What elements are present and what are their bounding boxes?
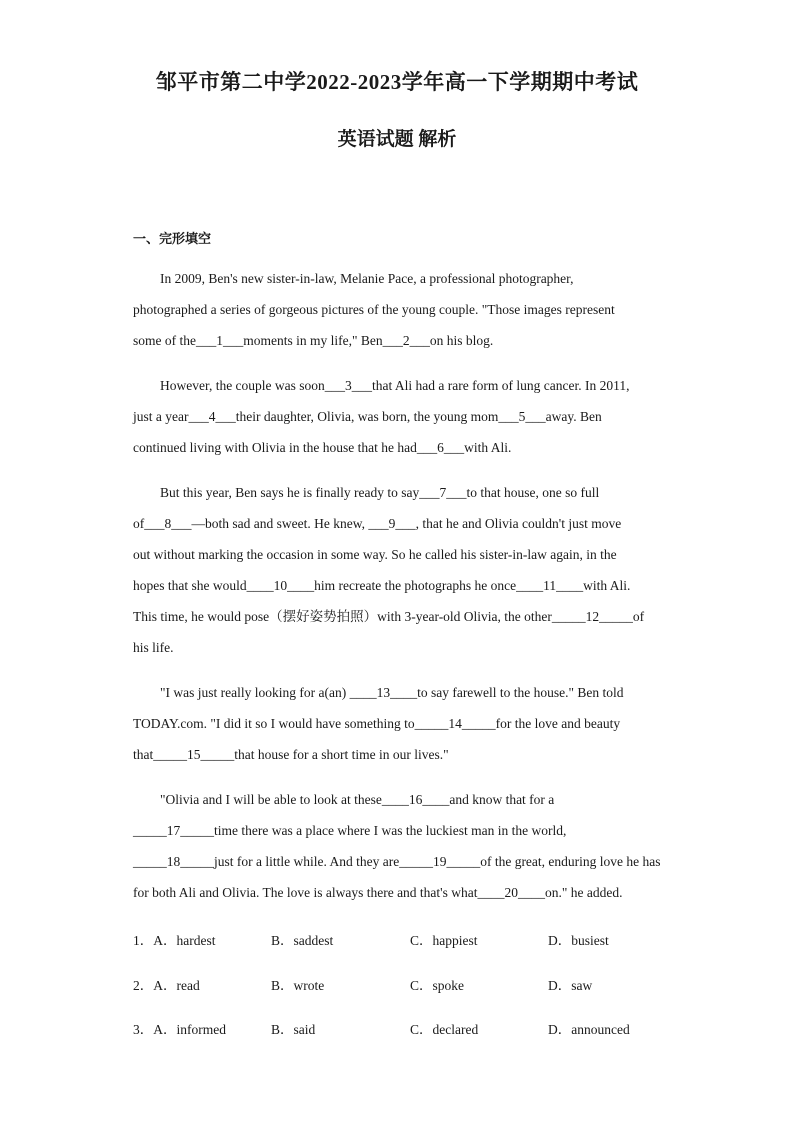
passage-line: In 2009, Ben's new sister-in-law, Melanie Pace, a professional photographer, bbox=[160, 271, 574, 286]
option-b: B．saddest bbox=[271, 933, 334, 948]
passage-line: continued living with Olivia in the house that he had___6___with Ali. bbox=[133, 440, 512, 455]
option-b: B．said bbox=[271, 1022, 316, 1037]
passage-line: But this year, Ben says he is finally ready to say___7___to that house, one so full bbox=[160, 485, 600, 500]
passage-line: just a year___4___their daughter, Olivia, was born, the young mom___5___away. Ben bbox=[133, 409, 602, 424]
passage-line: out without marking the occasion in some way. So he called his sister-in-law again, in the bbox=[133, 547, 617, 562]
passage-line: TODAY.com. "I did it so I would have something to_____14_____for the love and beauty bbox=[133, 716, 621, 731]
passage-line: his life. bbox=[133, 640, 174, 655]
passage-line: However, the couple was soon___3___that Ali had a rare form of lung cancer. In 2011, bbox=[160, 378, 630, 393]
page-title: 邹平市第二中学2022-2023学年高一下学期期中考试 bbox=[155, 70, 639, 94]
option-d: D．saw bbox=[548, 978, 593, 993]
passage-paragraph-4 bbox=[133, 677, 663, 770]
option-c: C．declared bbox=[410, 1022, 479, 1037]
passage-line: of___8___—both sad and sweet. He knew, ___9___, that he and Olivia couldn't just move bbox=[133, 516, 622, 531]
passage-paragraph-5 bbox=[133, 784, 663, 908]
option-c: C．spoke bbox=[410, 978, 464, 993]
passage-line: hopes that she would____10____him recreate the photographs he once____11____with Ali. bbox=[133, 578, 631, 593]
passage-line: _____18_____just for a little while. And they are_____19_____of the great, enduring love he has bbox=[133, 854, 661, 869]
passage-line: that_____15_____that house for a short time in our lives." bbox=[133, 747, 449, 762]
question-2 bbox=[133, 974, 693, 994]
passage-line: photographed a series of gorgeous pictures of the young couple. "Those images represent bbox=[133, 302, 615, 317]
passage-paragraph-1 bbox=[133, 263, 663, 356]
passage-line: for both Ali and Olivia. The love is always there and that's what____20____on." he added. bbox=[133, 885, 623, 900]
section-heading: 一、完形填空 bbox=[133, 232, 212, 247]
passage-paragraph-3 bbox=[133, 477, 663, 663]
page-subtitle: 英语试题 解析 bbox=[337, 129, 457, 150]
option-a: 2．A．read bbox=[133, 978, 200, 993]
passage-paragraph-2 bbox=[133, 370, 663, 463]
option-a: 3．A．informed bbox=[133, 1022, 226, 1037]
passage-line: _____17_____time there was a place where I was the luckiest man in the world, bbox=[133, 823, 567, 838]
option-a: 1．A．hardest bbox=[133, 933, 216, 948]
passage-line: "I was just really looking for a(an) ____13____to say farewell to the house." Ben told bbox=[160, 685, 624, 700]
passage-line: This time, he would pose（摆好姿势拍照）with 3-year-old Olivia, the other_____12_____of bbox=[133, 609, 645, 624]
passage-line: some of the___1___moments in my life," Ben___2___on his blog. bbox=[133, 333, 494, 348]
question-3 bbox=[133, 1018, 693, 1038]
passage-line: "Olivia and I will be able to look at these____16____and know that for a bbox=[160, 792, 555, 807]
question-1 bbox=[133, 929, 693, 949]
option-d: D．announced bbox=[548, 1022, 630, 1037]
option-c: C．happiest bbox=[410, 933, 478, 948]
option-b: B．wrote bbox=[271, 978, 325, 993]
option-d: D．busiest bbox=[548, 933, 609, 948]
